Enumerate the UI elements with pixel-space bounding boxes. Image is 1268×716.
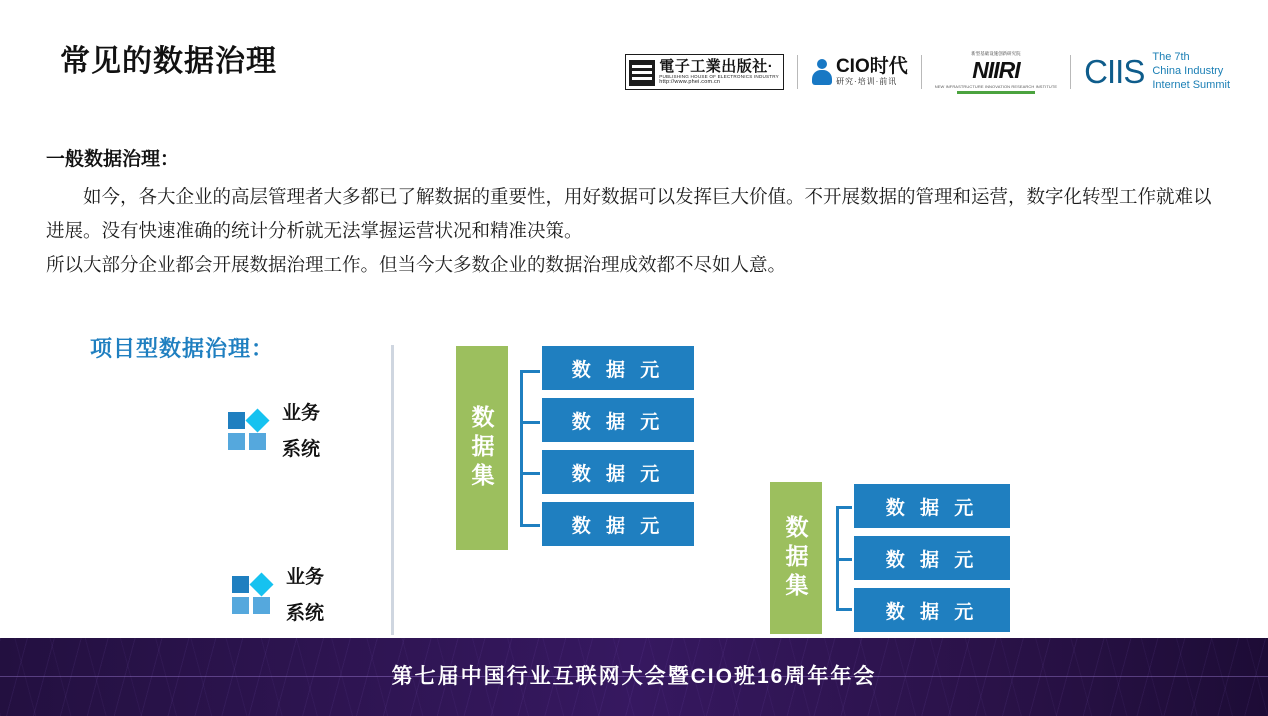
paragraph-1: 如今，各大企业的高层管理者大多都已了解数据的重要性，用好数据可以发挥巨大价值。不开展数据的管理和运营，数字化转型工作就难以进展。没有快速准确的统计分析就无法掌握运营状况和精准决策。 (46, 186, 1212, 241)
phei-logo-en: PUBLISHING HOUSE OF ELECTRONICS INDUSTRY (659, 74, 779, 80)
page-title: 常见的数据治理 (60, 45, 277, 78)
data-element-1-3: 数 据 元 (540, 448, 696, 496)
dataset-block-2: 数据集 (770, 482, 822, 634)
slide-footer (0, 638, 1268, 716)
data-element-1-4: 数 据 元 (540, 500, 696, 548)
diagram-title: 项目型数据治理： (90, 336, 275, 361)
connector-branch-1-1 (520, 370, 542, 373)
body-paragraphs (46, 180, 1228, 282)
logo-divider (921, 55, 922, 89)
data-element-2-2: 数 据 元 (852, 534, 1012, 582)
business-system-icon (232, 574, 276, 618)
ciis-logo-line1: The 7th (1152, 51, 1190, 64)
ciis-logo-line3: Internet Summit (1152, 78, 1230, 91)
ciis-logo-line2: China Industry (1152, 65, 1224, 78)
connector-branch-1-4 (520, 524, 542, 527)
business-system-1-line1: 业务 (282, 403, 321, 424)
logo-divider (1070, 55, 1071, 89)
niiri-accent-bar (957, 91, 1035, 94)
business-system-2-line1: 业务 (286, 567, 325, 588)
cio-logo-sub: 研究·培训·前讯 (835, 77, 898, 87)
paragraph-2: 所以大部分企业都会开展数据治理工作。但当今大多数企业的数据治理成效都不尽如人意。 (46, 254, 787, 275)
niiri-logo (935, 51, 1057, 94)
ciis-logo-main: CIIS (1084, 53, 1145, 90)
logo-strip (625, 48, 1230, 96)
business-system-1 (228, 396, 320, 468)
logo-divider (797, 55, 798, 89)
footer-title: 第七届中国行业互联网大会暨CIO班16周年年会 (391, 665, 877, 688)
data-element-1-1: 数 据 元 (540, 344, 696, 392)
connector-branch-1-2 (520, 421, 542, 424)
niiri-logo-main: NIIRI (972, 56, 1020, 83)
connector-trunk-1 (520, 370, 523, 526)
ciis-logo (1084, 51, 1230, 92)
phei-logo-cn: 電子工業出版社· (659, 58, 774, 76)
phei-book-icon (629, 60, 655, 86)
phei-logo (625, 54, 784, 90)
slide-header (0, 0, 1268, 112)
phei-logo-url: http://www.phei.com.cn (659, 78, 721, 85)
business-system-icon (228, 410, 272, 454)
data-element-2-1: 数 据 元 (852, 482, 1012, 530)
business-system-2-line2: 系统 (286, 603, 325, 624)
data-element-2-3: 数 据 元 (852, 586, 1012, 634)
business-system-1-line2: 系统 (282, 439, 321, 460)
business-system-2 (232, 560, 324, 632)
cio-logo (811, 57, 908, 87)
data-element-1-2: 数 据 元 (540, 396, 696, 444)
connector-branch-1-3 (520, 472, 542, 475)
diagram-divider-line (391, 345, 394, 635)
niiri-logo-sub-cn: 新型基础设施创新研究院 (971, 50, 1021, 56)
dataset-block-1: 数据集 (456, 346, 508, 550)
section-title: 一般数据治理： (46, 149, 180, 170)
niiri-logo-sub-en: NEW INFRASTRUCTURE INNOVATION RESEARCH INSTITUTE (934, 83, 1058, 89)
cio-logo-main: CIO时代 (835, 56, 908, 78)
cio-person-icon (811, 59, 833, 85)
